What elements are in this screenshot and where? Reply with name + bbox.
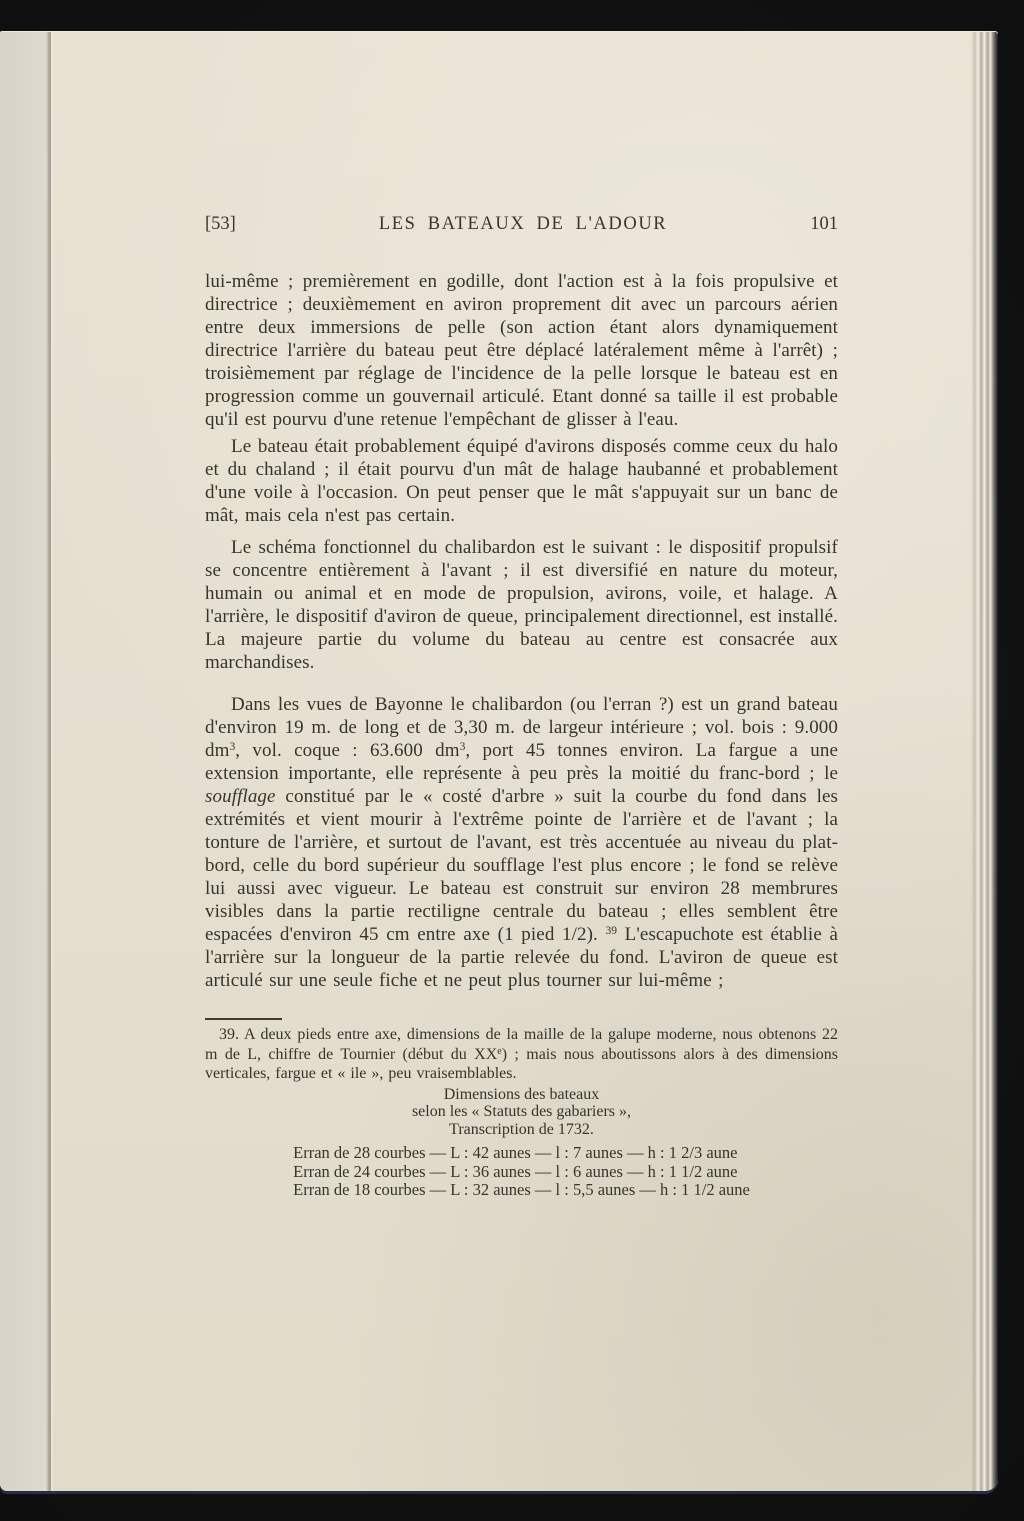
italic-term-soufflage: soufflage <box>205 786 276 807</box>
dimensions-table <box>293 1144 750 1200</box>
dimensions-caption-line-3: Transcription de 1732. <box>449 1120 594 1138</box>
footnote-rule <box>205 1018 282 1020</box>
footnote-run-2: ) ; mais nous aboutissons alors à des dimensions verticales, fargue et « ile », peu vraisemblables. <box>205 1045 838 1082</box>
page-number: 101 <box>810 214 838 234</box>
page-content <box>205 213 838 1200</box>
facing-page-strip <box>0 32 47 1491</box>
superscript-cubed: 3 <box>229 741 236 753</box>
dimension-row-erran-24: Erran de 24 courbes — L : 36 aunes — l : 6 aunes — h : 1 1/2 aune <box>293 1161 738 1181</box>
dimensions-caption-line-2: selon les « Statuts des gabariers », <box>411 1103 632 1120</box>
paragraph-4-run-4: constitué par le « costé d'arbre » suit la courbe du fond dans les extrémités et vient mourir à l'extrême pointe de l'arrière et de l'avant ; la tonture de l'arrière, et surtout de l'avant, est très accentuée au niveau du plat-bord, celle du bord supérieur du soufflage l'est plus encore ; le fond se relève lui aussi avec vigueur. Le bateau est construit sur environ 28 membrures visibles dans la partie rectiligne centrale du bateau ; elles semblent être espacées d'environ 45 cm entre axe (1 pied 1/2). <box>205 786 838 945</box>
footnote-run-1: 39. A deux pieds entre axe, dimensions de la maille de la galupe moderne, nous obtenons 22 m de L, chiffre de Tournier (début du XX <box>205 1026 838 1063</box>
dimension-row-erran-28: Erran de 28 courbes — L : 42 aunes — l : 7 aunes — h : 1 2/3 aune <box>293 1143 738 1162</box>
paragraph-3: Le schéma fonctionnel du chalibardon est le suivant : le dispositif propulsif se concentre entièrement à l'avant ; il est diversifié en nature du moteur, humain ou animal et en mode de propulsion, avirons, voile, et halage. A l'arrière, le dispositif d'aviron de queue, principalement directionnel, est installé. La majeure partie du volume du bateau au centre est consacrée aux marchandises. <box>205 537 838 673</box>
dimensions-caption <box>205 1086 838 1139</box>
running-title: LES BATEAUX DE L'ADOUR <box>378 214 668 234</box>
page-edge-stack <box>971 32 998 1491</box>
dimension-row-erran-18: Erran de 18 courbes — L : 32 aunes — l : 5,5 aunes — h : 1 1/2 aune <box>293 1180 750 1199</box>
page-gutter-shadow <box>46 32 53 1491</box>
superscript-e: e <box>497 1045 502 1057</box>
footnote-marker-39: 39 <box>605 925 618 937</box>
footnote-39-text <box>205 1025 838 1084</box>
paragraph-2: Le bateau était probablement équipé d'avirons disposés comme ceux du halo et du chaland ; il était pourvu d'un mât de halage haubanné et probablement d'une voile à l'occasion. On peut penser que le mât s'appuyait sur un banc de mât, mais cela n'est pas certain. <box>205 436 838 526</box>
margin-section-number: [53] <box>205 214 236 234</box>
paragraph-4 <box>205 693 838 992</box>
paragraph-4-run-3: , port 45 tonnes environ. La fargue a une extension importante, elle représente à peu près la moitié du franc-bord ; le <box>205 740 838 784</box>
paragraph-1: lui-même ; premièrement en godille, dont l'action est à la fois propulsive et directrice ; deuxièmement en aviron proprement dit avec un parcours aérien entre deux immersions de pelle (son action étant alors dynamiquement directrice l'arrière du bateau peut être déplacé latéralement même à l'arrêt) ; troisièmement par réglage de l'incidence de la pelle lorsque le bateau est en progression comme un gouvernail articulé. Etant donné sa taille il est probable qu'il est pourvu d'une retenue l'empêchant de glisser à l'eau. <box>205 271 838 430</box>
paragraph-4-run-1: Dans les vues de Bayonne le chalibardon (ou l'erran ?) est un grand bateau d'environ 19 m. de long et de 3,30 m. de largeur intérieure ; vol. bois : 9.000 dm <box>205 694 838 761</box>
running-header <box>205 213 838 236</box>
paragraph-4-run-5: L'escapuchote est établie à l'arrière sur la longueur de la partie relevée du fond. L'aviron de queue est articulé sur une seule fiche et ne peut plus tourner sur lui-même ; <box>205 924 839 991</box>
dimensions-caption-line-1: Dimensions des bateaux <box>443 1085 600 1103</box>
book-page <box>0 31 998 1491</box>
paragraph-4-run-2: , vol. coque : 63.600 dm <box>235 740 460 761</box>
superscript-cubed: 3 <box>459 741 466 753</box>
